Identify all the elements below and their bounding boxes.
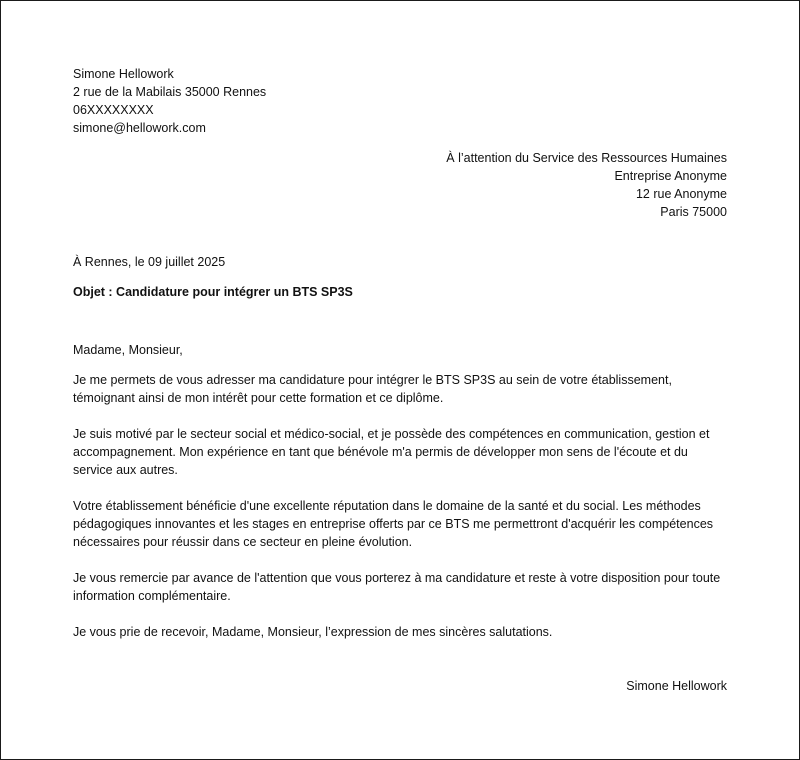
letter-salutation: Madame, Monsieur, xyxy=(73,343,183,357)
letter-subject: Objet : Candidature pour intégrer un BTS SP3S xyxy=(73,285,353,299)
recipient-city: Paris 75000 xyxy=(660,205,727,219)
closing-paragraph: Je vous prie de recevoir, Madame, Monsieur, l’expression de mes sincères salutations. xyxy=(73,625,553,639)
sender-address: 2 rue de la Mabilais 35000 Rennes xyxy=(73,85,267,99)
letter-date: À Rennes, le 09 juillet 2025 xyxy=(73,255,226,269)
recipient-street: 12 rue Anonyme xyxy=(635,187,727,201)
sender-name: Simone Hellowork xyxy=(73,67,174,81)
recipient-attention: À l’attention du Service des Ressources Humaines xyxy=(446,151,727,165)
recipient-block xyxy=(73,149,727,221)
letter-body xyxy=(73,371,727,641)
sender-block xyxy=(73,65,727,137)
body-paragraph: Votre établissement bénéficie d'une excellente réputation dans le domaine de la santé et du social. Les méthodes pédagogiques innovantes et les stages en entreprise offerts par ce BTS me permettront d'acquérir les compétences nécessaires pour réussir dans ce secteur en pleine évolution. xyxy=(73,499,714,549)
sender-phone: 06XXXXXXXX xyxy=(73,103,154,117)
body-paragraph: Je vous remercie par avance de l'attention que vous porterez à ma candidature et reste à votre disposition pour toute information complémentaire. xyxy=(73,571,721,603)
sender-email: simone@hellowork.com xyxy=(73,121,206,135)
letter-signature: Simone Hellowork xyxy=(626,679,727,693)
body-paragraph: Je suis motivé par le secteur social et médico-social, et je possède des compétences en communication, gestion et accompagnement. Mon expérience en tant que bénévole m'a permis de développer mon sens de l'écoute et du service aux autres. xyxy=(73,427,710,477)
recipient-company: Entreprise Anonyme xyxy=(614,169,727,183)
body-paragraph: Je me permets de vous adresser ma candidature pour intégrer le BTS SP3S au sein de votre établissement, témoignant ainsi de mon intérêt pour cette formation et ce diplôme. xyxy=(73,373,672,405)
